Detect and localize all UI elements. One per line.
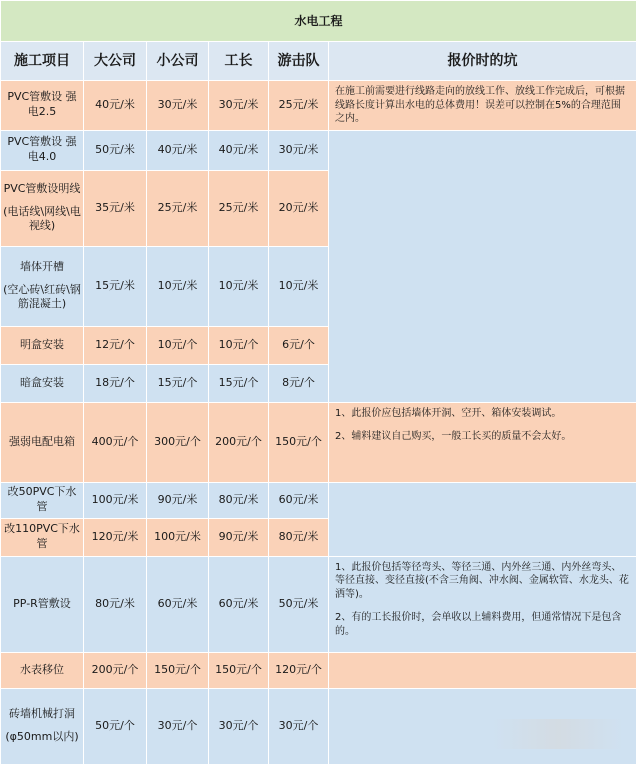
- pitfall-note: 1、此报价包括等径弯头、等径三通、内外丝三通、内外丝弯头、等径直接、变径直接(不含三角阀、冲水阀、金属软管、水龙头、花洒等)。: [335, 561, 629, 600]
- watermark: [493, 719, 623, 749]
- cell-foreman: 150元/个: [209, 652, 269, 688]
- cell-foreman: 90元/米: [209, 518, 269, 556]
- table-row: [1, 482, 637, 518]
- pitfall-note: 在施工前需要进行线路走向的放线工作、放线工作完成后，可根据线路长度计算出水电的总体费用！误差可以控制在5%的合理范围之内。: [335, 86, 625, 124]
- cell-foreman: 10元/个: [209, 326, 269, 364]
- item-label: 墙体开槽: [20, 259, 64, 273]
- cell-foreman: 30元/米: [209, 81, 269, 131]
- cell-guerrilla: 30元/米: [269, 130, 329, 170]
- pitfall-note: 1、此报价应包括墙体开洞、空开、箱体安装调试。: [335, 407, 562, 419]
- table-row: [1, 130, 637, 170]
- cell-big-company: 50元/米: [84, 130, 147, 170]
- title-row: [1, 1, 637, 42]
- cell-small-company: 150元/个: [147, 652, 209, 688]
- cell-big-company: 35元/米: [84, 170, 147, 246]
- header-small-company: 小公司: [147, 42, 209, 81]
- cell-item: [1, 364, 84, 402]
- cell-item: [1, 556, 84, 652]
- cell-foreman: 15元/个: [209, 364, 269, 402]
- header-guerrilla: 游击队: [269, 42, 329, 81]
- pitfall-note: 2、辅料建议自己购买，一般工长买的质量不会太好。: [335, 431, 572, 442]
- cell-guerrilla: 20元/米: [269, 170, 329, 246]
- item-label: 暗盒安装: [20, 375, 64, 389]
- cell-foreman: 10元/米: [209, 246, 269, 326]
- cell-item: [1, 688, 84, 764]
- cell-guerrilla: 50元/米: [269, 556, 329, 652]
- cell-small-company: 10元/个: [147, 326, 209, 364]
- header-row: [1, 42, 637, 81]
- table-row: [1, 81, 637, 131]
- header-big-company: 大公司: [84, 42, 147, 81]
- cell-guerrilla: 150元/个: [269, 402, 329, 482]
- cell-item: [1, 326, 84, 364]
- item-label: 改110PVC下水管: [4, 522, 80, 550]
- cell-guerrilla: 8元/个: [269, 364, 329, 402]
- cell-pitfall: [329, 402, 637, 482]
- item-label: 明盒安装: [20, 337, 64, 351]
- cell-big-company: 15元/米: [84, 246, 147, 326]
- item-label: 强弱电配电箱: [9, 434, 75, 448]
- cell-foreman: 25元/米: [209, 170, 269, 246]
- cell-foreman: 200元/个: [209, 402, 269, 482]
- item-label: PVC管敷设 强电4.0: [7, 135, 77, 163]
- cell-small-company: 40元/米: [147, 130, 209, 170]
- cell-guerrilla: 120元/个: [269, 652, 329, 688]
- header-item: 施工项目: [1, 42, 84, 81]
- header-pitfalls: 报价时的坑: [329, 42, 637, 81]
- cell-item: [1, 402, 84, 482]
- pitfall-note: 2、有的工长报价时，会单收以上辅料费用，但通常情况下是包含的。: [335, 612, 622, 637]
- cell-small-company: 90元/米: [147, 482, 209, 518]
- header-foreman: 工长: [209, 42, 269, 81]
- cell-small-company: 30元/米: [147, 81, 209, 131]
- item-label: PVC管敷设明线: [3, 181, 81, 195]
- cell-small-company: 15元/个: [147, 364, 209, 402]
- cell-guerrilla: 80元/米: [269, 518, 329, 556]
- cell-big-company: 50元/个: [84, 688, 147, 764]
- cell-guerrilla: 60元/米: [269, 482, 329, 518]
- cell-foreman: 30元/个: [209, 688, 269, 764]
- cell-item: [1, 170, 84, 246]
- table-title: 水电工程: [1, 1, 637, 42]
- cell-small-company: 300元/个: [147, 402, 209, 482]
- cell-pitfall: [329, 130, 637, 402]
- item-label: (φ50mm以内): [5, 730, 79, 743]
- cell-small-company: 25元/米: [147, 170, 209, 246]
- item-label: PP-R管敷设: [13, 596, 71, 610]
- cell-item: [1, 482, 84, 518]
- cell-pitfall: [329, 652, 637, 688]
- item-label: 水表移位: [20, 662, 64, 676]
- cell-pitfall: [329, 556, 637, 652]
- cell-small-company: 60元/米: [147, 556, 209, 652]
- cell-big-company: 400元/个: [84, 402, 147, 482]
- cell-big-company: 12元/个: [84, 326, 147, 364]
- table-row: [1, 652, 637, 688]
- cell-small-company: 100元/米: [147, 518, 209, 556]
- cell-big-company: 100元/米: [84, 482, 147, 518]
- table-row: [1, 556, 637, 652]
- item-label: (空心砖\红砖\钢筋混凝土): [3, 282, 81, 311]
- cell-big-company: 80元/米: [84, 556, 147, 652]
- cell-pitfall: [329, 482, 637, 556]
- cell-guerrilla: 30元/个: [269, 688, 329, 764]
- cell-big-company: 120元/米: [84, 518, 147, 556]
- item-label: PVC管敷设 强电2.5: [7, 90, 77, 119]
- cell-foreman: 80元/米: [209, 482, 269, 518]
- cell-small-company: 10元/米: [147, 246, 209, 326]
- item-label: (电话线\网线\电视线): [3, 204, 81, 233]
- cell-big-company: 18元/个: [84, 364, 147, 402]
- cell-big-company: 40元/米: [84, 81, 147, 131]
- cell-guerrilla: 10元/米: [269, 246, 329, 326]
- cell-guerrilla: 6元/个: [269, 326, 329, 364]
- cell-foreman: 60元/米: [209, 556, 269, 652]
- table-row: [1, 402, 637, 482]
- cell-item: [1, 518, 84, 556]
- cell-small-company: 30元/个: [147, 688, 209, 764]
- cell-guerrilla: 25元/米: [269, 81, 329, 131]
- cell-big-company: 200元/个: [84, 652, 147, 688]
- cell-item: [1, 81, 84, 131]
- cell-item: [1, 130, 84, 170]
- item-label: 改50PVC下水管: [7, 485, 77, 513]
- cell-foreman: 40元/米: [209, 130, 269, 170]
- cell-pitfall: [329, 81, 637, 131]
- cell-item: [1, 246, 84, 326]
- cell-item: [1, 652, 84, 688]
- item-label: 砖墙机械打洞: [9, 707, 75, 721]
